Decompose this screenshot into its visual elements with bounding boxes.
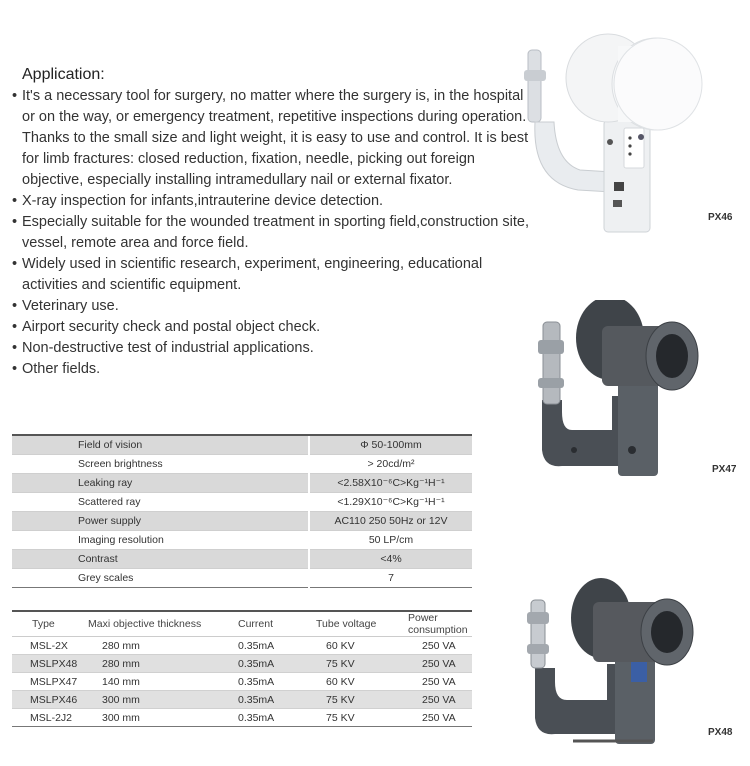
- model-cell: 75 KV: [306, 655, 406, 673]
- model-cell: 250 VA: [406, 709, 472, 727]
- spec-value: 50 LP/cm: [309, 530, 472, 549]
- spec-value: <2.58X10⁻⁶C>Kg⁻¹H⁻¹: [309, 473, 472, 492]
- model-cell: MSLPX46: [12, 691, 84, 709]
- model-cell: 250 VA: [406, 673, 472, 691]
- spec-row: [12, 454, 472, 473]
- spec-table: [12, 434, 472, 588]
- application-item: • Airport security check and postal object check.: [12, 317, 532, 338]
- model-row: [12, 655, 472, 673]
- px46-device-image: [508, 22, 708, 247]
- model-cell: 140 mm: [84, 673, 228, 691]
- model-header: Current: [228, 611, 306, 637]
- model-row: [12, 709, 472, 727]
- spec-label: Power supply: [12, 511, 309, 530]
- spec-value: > 20cd/m²: [309, 454, 472, 473]
- px48-label: PX48: [708, 727, 733, 738]
- model-header: Power consumption: [406, 611, 472, 637]
- spec-label: Imaging resolution: [12, 530, 309, 549]
- model-cell: 75 KV: [306, 691, 406, 709]
- model-cell: 280 mm: [84, 655, 228, 673]
- spec-row: [12, 511, 472, 530]
- model-header: Tube voltage: [306, 611, 406, 637]
- spec-label: Grey scales: [12, 568, 309, 587]
- model-cell: 0.35mA: [228, 655, 306, 673]
- model-cell: MSLPX48: [12, 655, 84, 673]
- model-header: Type: [12, 611, 84, 637]
- spec-row: [12, 492, 472, 511]
- model-header-row: [12, 611, 472, 637]
- model-cell: 0.35mA: [228, 673, 306, 691]
- application-item: • Widely used in scientific research, experiment, engineering, educational activities and scientific equipment.: [12, 254, 532, 296]
- spec-label: Leaking ray: [12, 473, 309, 492]
- application-item: • Veterinary use.: [12, 296, 532, 317]
- spec-label: Contrast: [12, 549, 309, 568]
- spec-row: [12, 435, 472, 454]
- model-cell: 75 KV: [306, 709, 406, 727]
- px46-label: PX46: [708, 212, 733, 223]
- px47-device-image: [522, 300, 722, 480]
- model-cell: 250 VA: [406, 637, 472, 655]
- model-cell: 0.35mA: [228, 637, 306, 655]
- model-cell: 300 mm: [84, 709, 228, 727]
- spec-value: AC110 250 50Hz or 12V: [309, 511, 472, 530]
- application-item: • Other fields.: [12, 359, 532, 380]
- spec-row: [12, 473, 472, 492]
- spec-row: [12, 530, 472, 549]
- model-row: [12, 673, 472, 691]
- application-item: • Especially suitable for the wounded treatment in sporting field,construction site, vessel, remote area and force field.: [12, 212, 532, 254]
- application-title: Application:: [22, 66, 105, 83]
- model-cell: 0.35mA: [228, 709, 306, 727]
- spec-label: Field of vision: [12, 435, 309, 454]
- model-cell: MSL-2X: [12, 637, 84, 655]
- model-header: Maxi objective thickness: [84, 611, 228, 637]
- model-row: [12, 691, 472, 709]
- application-item: • It's a necessary tool for surgery, no matter where the surgery is, in the hospital or on the way, or emergency treatment, repetitive inspections during operation. Thanks to the small size and light weight, it is easy to use and control. It is best for limb fractures: closed reduction, fixation, needle, picking out foreign objective, especially installing intramedullary nail or external fixator.: [12, 86, 532, 191]
- px47-label: PX47: [712, 464, 737, 475]
- spec-row: [12, 568, 472, 587]
- model-cell: 280 mm: [84, 637, 228, 655]
- model-row: [12, 637, 472, 655]
- px48-device-image: [515, 578, 715, 748]
- application-item: • Non-destructive test of industrial applications.: [12, 338, 532, 359]
- spec-value: <4%: [309, 549, 472, 568]
- application-list: [12, 86, 532, 380]
- model-cell: 300 mm: [84, 691, 228, 709]
- spec-value: Φ 50-100mm: [309, 435, 472, 454]
- spec-row: [12, 549, 472, 568]
- spec-value: 7: [309, 568, 472, 587]
- model-cell: 250 VA: [406, 691, 472, 709]
- spec-label: Scattered ray: [12, 492, 309, 511]
- model-cell: MSLPX47: [12, 673, 84, 691]
- model-cell: 60 KV: [306, 637, 406, 655]
- model-cell: MSL-2J2: [12, 709, 84, 727]
- application-item: • X-ray inspection for infants,intrauterine device detection.: [12, 191, 532, 212]
- model-cell: 250 VA: [406, 655, 472, 673]
- model-cell: 60 KV: [306, 673, 406, 691]
- model-cell: 0.35mA: [228, 691, 306, 709]
- model-table: [12, 610, 472, 727]
- spec-value: <1.29X10⁻⁶C>Kg⁻¹H⁻¹: [309, 492, 472, 511]
- spec-label: Screen brightness: [12, 454, 309, 473]
